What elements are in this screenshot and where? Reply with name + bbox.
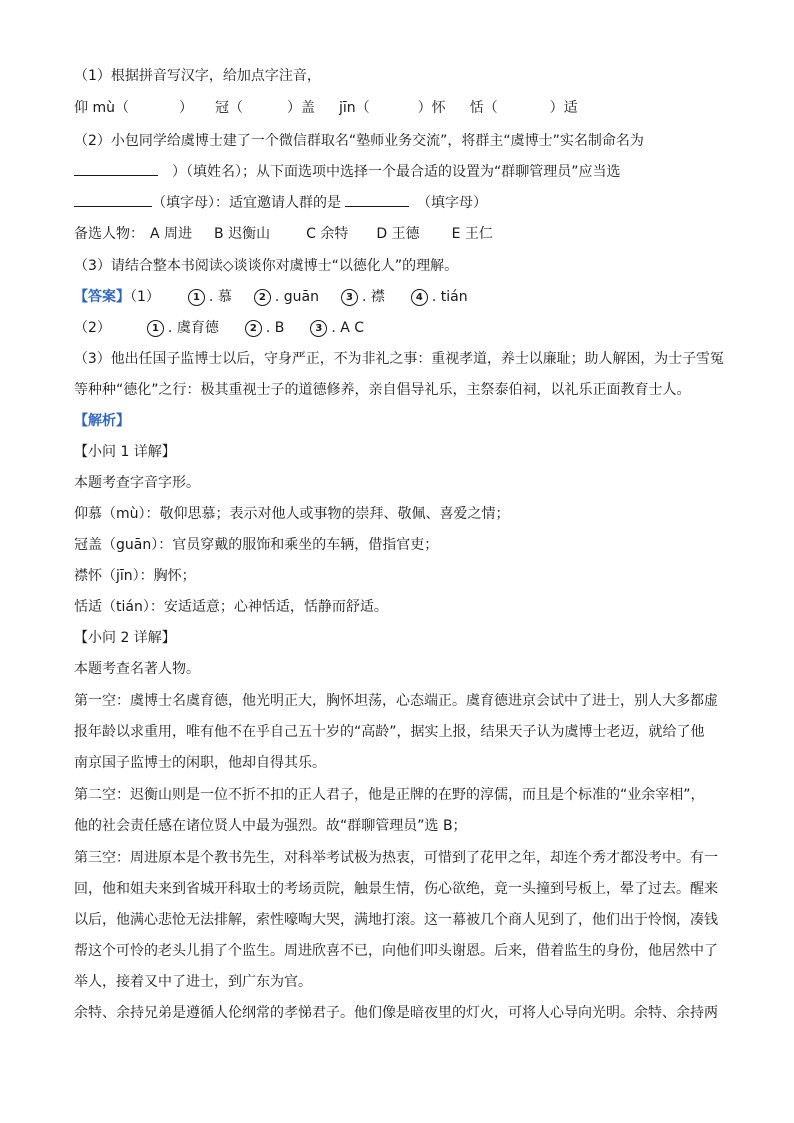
admin-blank (74, 192, 152, 207)
para-2-line-2: 他的社会责任感在诸位贤人中最为强烈。故“群聊管理员”选 B； (74, 818, 467, 834)
sub-1-line-3: 襟怀（jīn）：胸怀； (74, 568, 196, 584)
q1-prompt: （1）根据拼音写汉字，给加点字注音， (74, 68, 321, 84)
answer-3-line-2: 等种种“德化”之行：极其重视士子的道德修养，亲自倡导礼乐，主祭泰伯祠，以礼乐正面教育士人。 (74, 382, 691, 398)
para-1-line-1: 第一空：虞博士名虞育德，他光明正大，胸怀坦荡，心态端正。虞育德进京会试中了进士，别人大多都虚 (74, 693, 718, 709)
para-3-line-3: 以后，他满心悲怆无法排解，索性嚎啕大哭，满地打滚。这一幕被几个商人见到了，他们出于怜悯，凑钱 (74, 912, 718, 928)
sub-1-line-4: 恬适（tián）：安适适意；心神恬适，恬静而舒适。 (74, 599, 388, 615)
para-3-line-2: 回，他和姐夫来到省城开科取士的考场贡院，触景生情，伤心欲绝，竟一头撞到号板上，晕了过去。醒来 (74, 881, 718, 897)
analysis-tag: 【解析】 (74, 413, 130, 429)
answer-row-1: 【答案】（1） 1 . 慕 2 . guān 3 . 襟 4 . tián (74, 289, 468, 305)
q2-line-1: （2）小包同学给虞博士建了一个微信群取名“塾师业务交流”，将群主“虞博士”实名制命名为 (74, 133, 644, 149)
circled-number: 2 (254, 289, 271, 306)
q1-fill-line: 仰 mù（ ） 冠（ ）盖 jīn（ ）怀 恬（ ）适 (74, 100, 578, 116)
name-blank (74, 161, 158, 176)
sub-1-line-2: 冠盖（guān）：官员穿戴的服饰和乘坐的车辆，借指官吏； (74, 537, 439, 553)
option-a: A 周进 (150, 226, 193, 242)
circled-number: 2 (245, 320, 262, 337)
option-c: C 余特 (306, 226, 349, 242)
circled-number: 3 (341, 289, 358, 306)
invite-blank (345, 192, 409, 207)
answer-tag: 【答案】 (74, 289, 130, 305)
sub-question-1-heading: 【小问 1 详解】 (74, 444, 176, 460)
circled-number: 4 (411, 289, 428, 306)
circled-number: 1 (188, 289, 205, 306)
para-1-line-2: 报年龄以求重用，唯有他不在乎自己五十岁的“高龄”，据实上报，结果天子认为虞博士老迈，就给了他 (74, 724, 705, 740)
sub-1-line-1: 仰慕（mù）：敬仰思慕；表示对他人或事物的崇拜、敬佩、喜爱之情； (74, 506, 510, 522)
option-d: D 王德 (376, 226, 420, 242)
sub-question-2-heading: 【小问 2 详解】 (74, 630, 176, 646)
para-3-line-5: 举人，接着又中了进士，到广东为官。 (74, 974, 312, 990)
option-e: E 王仁 (451, 226, 493, 242)
para-4-line-1: 余特、余持兄弟是遵循人伦纲常的孝悌君子。他们像是暗夜里的灯火，可将人心导向光明。余特、余持两 (74, 1005, 718, 1021)
sub-2-intro: 本题考查名著人物。 (74, 661, 200, 677)
q3-prompt: （3）请结合整本书阅读◇谈谈你对虞博士“以德化人”的理解。 (74, 258, 459, 274)
para-1-line-3: 南京国子监博士的闲职，他却自得其乐。 (74, 755, 326, 771)
para-2-line-1: 第二空：迟衡山则是一位不折不扣的正人君子，他是正牌的在野的淳儒，而且是个标准的“业余宰相”， (74, 787, 705, 803)
answer-row-2: （2） 1 . 虞育德 2 . B 3 . A C (74, 320, 365, 336)
circled-number: 3 (310, 320, 327, 337)
sub-1-intro: 本题考查字音字形。 (74, 475, 200, 491)
q2-line-2: ）（填姓名）；从下面选项中选择一个最合适的设置为“群聊管理员”应当选 (74, 161, 621, 182)
circled-number: 1 (147, 320, 164, 337)
para-3-line-4: 帮这个可怜的老头儿捐了个监生。周进欣喜不已，向他们叩头谢恩。后来，借着监生的身份，他居然中了 (74, 943, 718, 959)
answer-3-line-1: （3）他出任国子监博士以后，守身严正，不为非礼之事：重视孝道，养士以廉耻；助人解困，为士子雪冤 (74, 351, 724, 367)
para-3-line-1: 第三空：周进原本是个教书先生，对科举考试极为热衷，可惜到了花甲之年，却连个秀才都没考中。有一 (74, 850, 718, 866)
option-b: B 迟衡山 (214, 226, 271, 242)
q2-line-3: （填字母）：适宜邀请人群的是 （填字母） (74, 192, 487, 213)
q2-options: 备选人物： A 周进 B 迟衡山 C 余特 D 王德 E 王仁 (74, 226, 493, 242)
